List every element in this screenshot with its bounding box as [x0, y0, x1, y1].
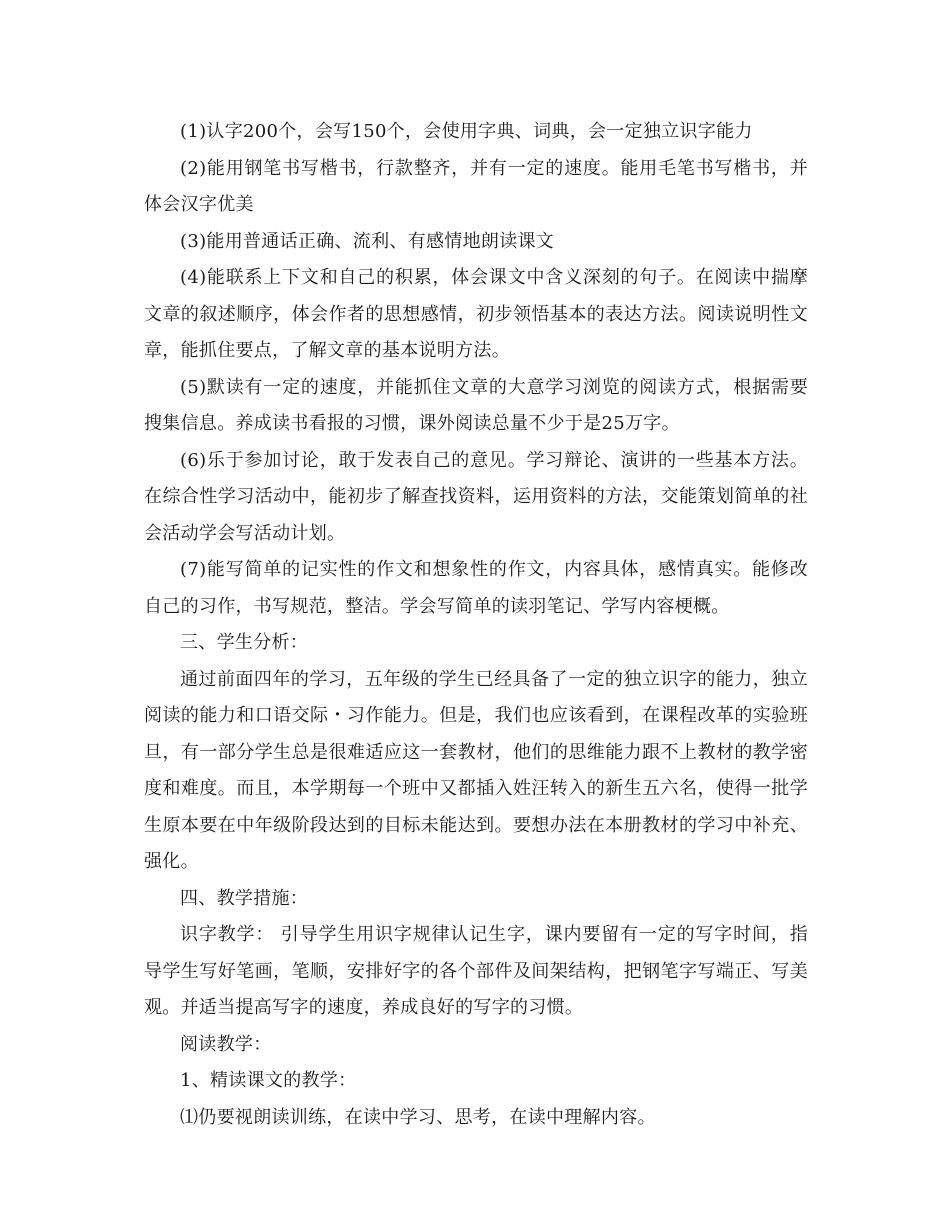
section-heading-teaching-measures: 四、教学措施： [180, 887, 309, 909]
subheading-reading-teaching: 阅读教学： [180, 1033, 272, 1055]
paragraph-goal-6: (6)乐于参加讨论，敢于发表自己的意见。学习辩论、演讲的一些基本方法。在综合性学习活动中，能初步了解查找资料，运用资料的方法，交能策划简单的社会活动学会写活动计划。 [144, 449, 808, 544]
paragraph-reading-item-1: ⑴仍要视朗读训练，在读中学习、思考，在读中理解内容。 [180, 1106, 656, 1128]
subheading-intensive-reading: 1、精读课文的教学： [180, 1070, 357, 1091]
paragraph-literacy-teaching: 识字教学： 引导学生用识字规律认记生字，课内要留有一定的写字时间，指导学生写好笔画，笔顺，安排好字的各个部件及间架结构，把钢笔字写端正、写美观。并适当提高写字的速度，养成良好的写字的习惯。 [144, 924, 808, 1018]
section-heading-student-analysis: 三、学生分析： [180, 632, 309, 653]
paragraph-goal-3: (3)能用普通话正确、流利、有感情地朗读课文 [180, 230, 555, 252]
paragraph-student-analysis: 通过前面四年的学习，五年级的学生已经具备了一定的独立识字的能力，独立阅读的能力和口语交际・习作能力。但是，我们也应该看到，在课程改革的实验班旦，有一部分学生总是很难适应这一套教材，他们的思维能力跟不上教材的教学密度和难度。而且，本学期每一个班中又都插入姓汪转入的新生五六名，使得一批学生原本要在中年级阶段达到的目标未能达到。要想办法在本册教材的学习中补充、强化。 [144, 668, 808, 872]
document-body [144, 114, 808, 1136]
paragraph-goal-7: (7)能写简单的记实性的作文和想象性的作文，内容具体，感情真实。能修改自己的习作，书写规范，整洁。学会写简单的读羽笔记、学写内容梗概。 [144, 559, 808, 617]
paragraph-goal-4: (4)能联系上下文和自己的积累，体会课文中含义深刻的句子。在阅读中揣摩文章的叙述顺序，体会作者的思想感情，初步领悟基本的表达方法。阅读说明性文章，能抓住要点，了解文章的基本说明方法。 [144, 267, 808, 361]
paragraph-goal-2: (2)能用钢笔书写楷书，行款整齐，并有一定的速度。能用毛笔书写楷书，并体会汉字优美 [144, 157, 808, 215]
paragraph-goal-1: (1)认字200个，会写150个，会使用字典、词典，会一定独立识字能力 [180, 121, 753, 142]
paragraph-goal-5: (5)默读有一定的速度，并能抓住文章的大意学习浏览的阅读方式，根据需要搜集信息。养成读书看报的习惯，课外阅读总量不少于是25万字。 [144, 376, 808, 434]
